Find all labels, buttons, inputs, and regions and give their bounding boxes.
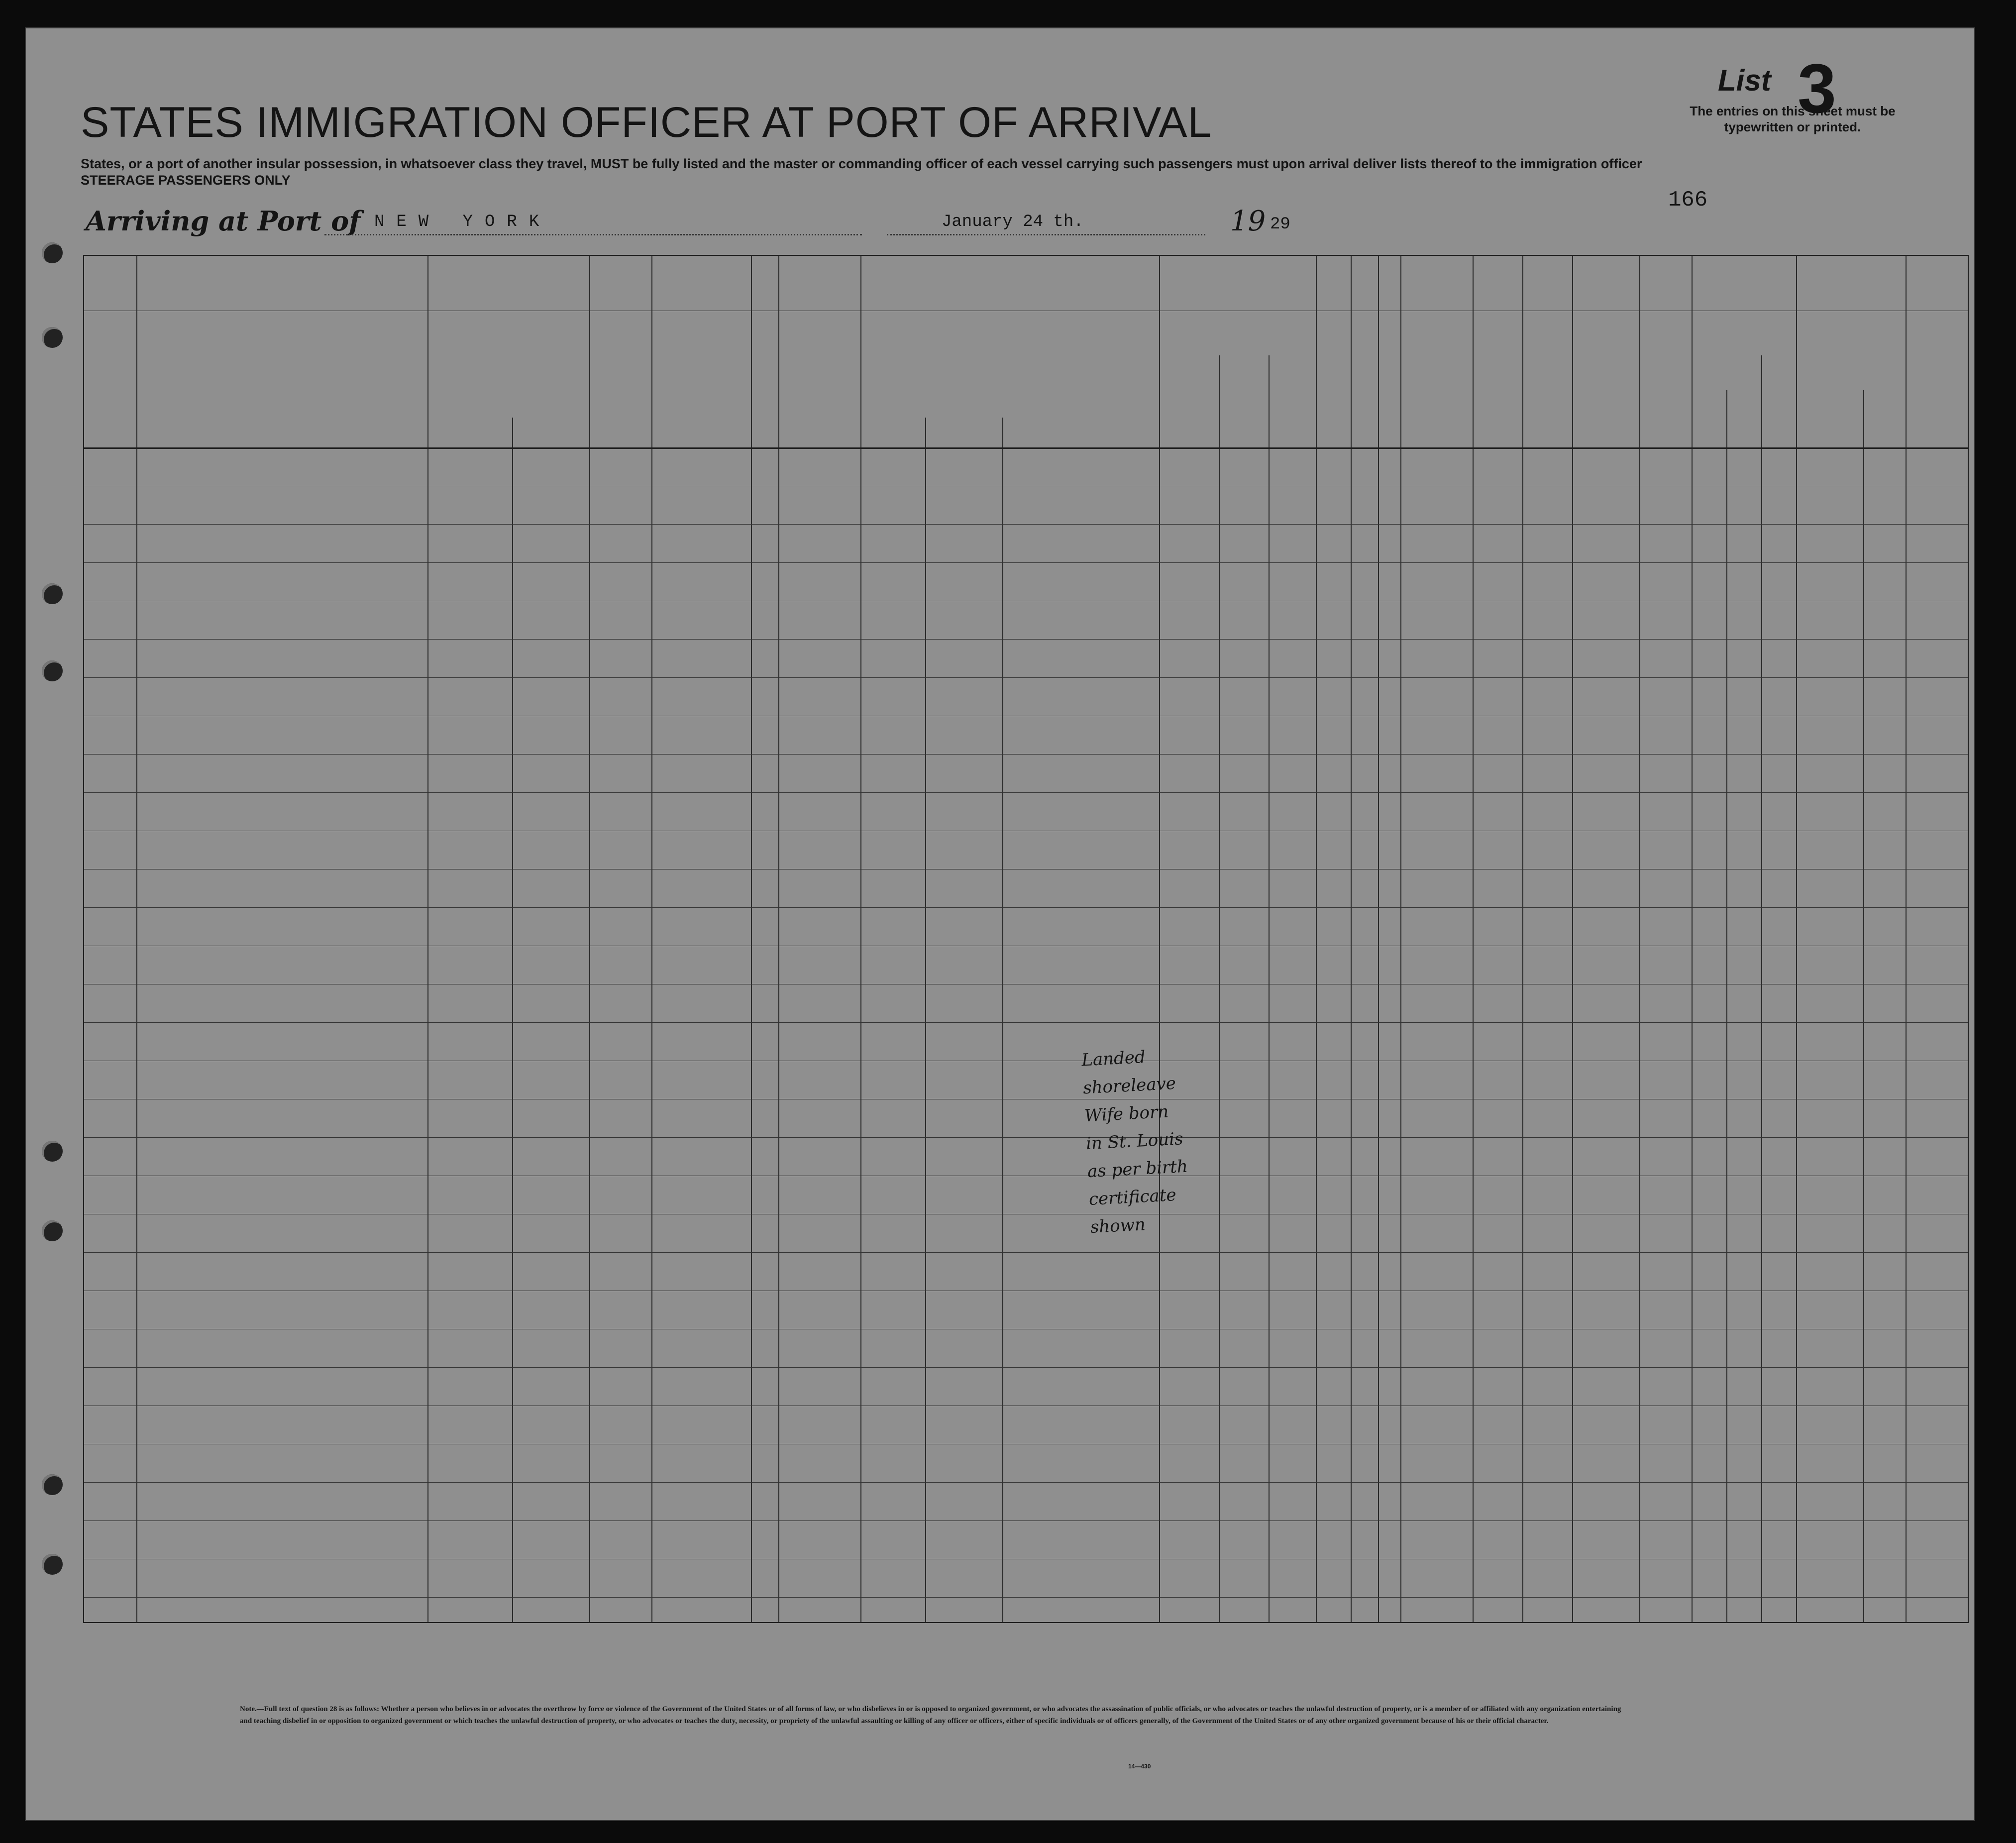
column-subdivider [1219, 355, 1220, 1622]
row-rule [84, 677, 1968, 678]
row-rule [84, 792, 1968, 793]
header-bottom-rule [84, 447, 1968, 449]
row-rule [84, 1367, 1968, 1368]
sheet-number: 166 [1668, 188, 1708, 213]
binder-hole [42, 1141, 63, 1162]
binder-hole [42, 1554, 63, 1575]
row-rule [84, 1137, 1968, 1138]
row-rule [84, 907, 1968, 908]
binder-hole [42, 327, 63, 348]
binder-hole [42, 583, 63, 604]
column-divider [1400, 256, 1401, 1622]
arriving-label: Arriving at Port of [86, 205, 361, 237]
column-subdivider [925, 418, 926, 1622]
row-rule [84, 639, 1968, 640]
list-note: The entries on this sheet must be typewritten or printed. [1690, 104, 1896, 134]
row-rule [84, 754, 1968, 755]
intro-text: States, or a port of another insular possession, in whatsoever class they travel, MUST be fully listed and the master or commanding officer of each vessel carrying such passengers must upon arrival deliver lists thereof to the immigration officer [81, 156, 1642, 171]
column-divider [651, 256, 652, 1622]
date-field: January 24 th. [887, 213, 1205, 235]
column-divider [1796, 256, 1797, 1622]
column-divider [136, 256, 137, 1622]
column-subdivider [1726, 390, 1727, 1622]
list-label: List [1718, 64, 1771, 97]
port-field: NEW YORK [324, 213, 862, 235]
column-divider [1159, 256, 1160, 1622]
column-divider [860, 256, 861, 1622]
column-divider [751, 256, 752, 1622]
steerage-label: STEERAGE PASSENGERS ONLY [81, 173, 291, 188]
binder-hole [42, 660, 63, 681]
column-subdivider [1269, 355, 1270, 1622]
manifest-sheet [25, 27, 1975, 1821]
year-prefix: 19 [1230, 205, 1266, 237]
column-divider [1906, 256, 1907, 1622]
binder-hole [42, 1220, 63, 1241]
binder-hole [42, 242, 63, 263]
column-divider [427, 256, 428, 1622]
column-divider [1351, 256, 1352, 1622]
form-number: 14—430 [1128, 1763, 1151, 1770]
row-rule [84, 562, 1968, 563]
row-rule [84, 1597, 1968, 1598]
column-divider [1473, 256, 1474, 1622]
row-rule [84, 1482, 1968, 1483]
column-divider [1316, 256, 1317, 1622]
row-rule [84, 1520, 1968, 1521]
list-number: 3 [1798, 49, 1836, 127]
column-divider [1692, 256, 1693, 1622]
handwritten-annotation: Landed shoreleave Wife born in St. Louis as per birth certificate shown [1081, 1047, 1188, 1238]
row-rule [84, 1252, 1968, 1253]
column-subdivider [1863, 390, 1864, 1622]
column-divider [589, 256, 590, 1622]
footnote: Note.—Full text of question 28 is as follows: Whether a person who believes in or advocates the overthrow by force or violence of the Government of the United States or of all forms of law, or who disbelieves in or is opposed to organized government, or who advocates the assassination of public officials, or who advocates or teaches the unlawful destruction of property, or is a member of or affiliated with any organization entertaining and teaching disbelief in or opposition to organized government or which teaches the unlawful destruction of property, or who advocates or teaches the duty, necessity, or propriety of the unlawful assaulting or killing of any officer or officers, either of specific individuals or of officers generally, of the Government of the United States or of any other organized government because of his or their official character. [240, 1705, 1621, 1725]
column-divider [1378, 256, 1379, 1622]
column-subdivider [1761, 355, 1762, 1622]
column-divider [778, 256, 779, 1622]
row-rule [84, 524, 1968, 525]
column-divider [1572, 256, 1573, 1622]
column-subdivider [512, 418, 513, 1622]
page-title: STATES IMMIGRATION OFFICER AT PORT OF ARRIVAL [81, 99, 1212, 146]
manifest-table [83, 255, 1969, 1623]
year-suffix: 29 [1270, 215, 1290, 234]
column-subdivider [1002, 418, 1003, 1622]
binder-hole [42, 1474, 63, 1495]
column-divider [1639, 256, 1640, 1622]
row-rule [84, 1022, 1968, 1023]
column-divider [1522, 256, 1523, 1622]
